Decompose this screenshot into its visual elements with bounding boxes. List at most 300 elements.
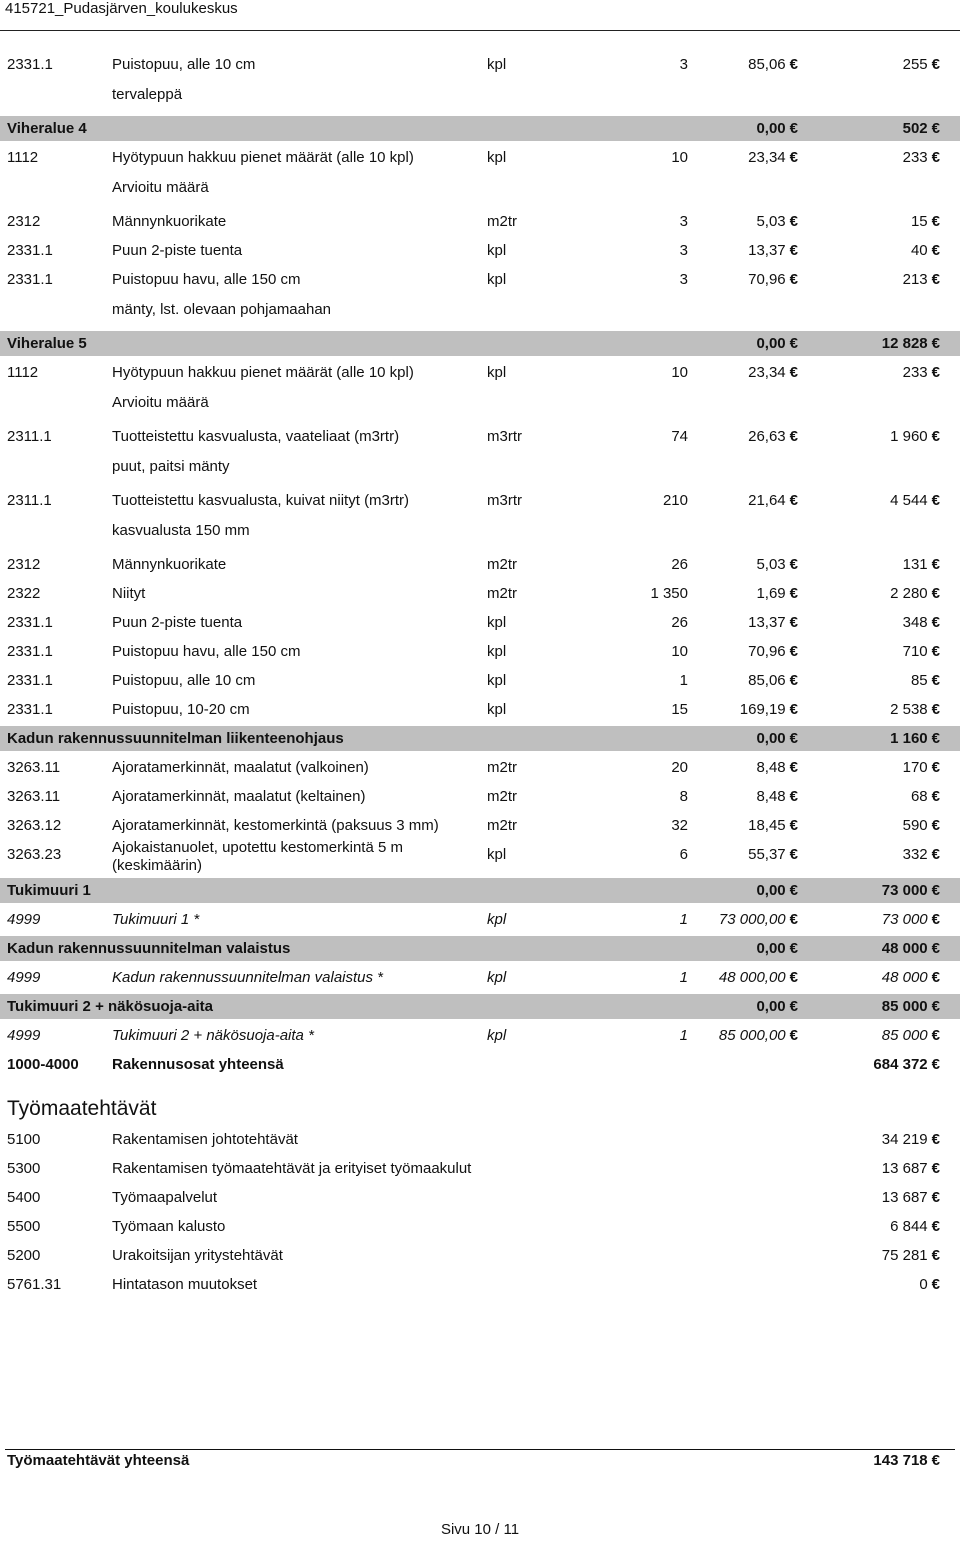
section-unit-price	[756, 998, 798, 1015]
item-unit: kpl	[487, 271, 507, 288]
euro-sign: €	[931, 643, 940, 660]
euro-sign: €	[931, 585, 940, 602]
table-row	[0, 358, 960, 422]
item-description: Tukimuuri 1 *	[112, 911, 200, 928]
item-total	[903, 817, 940, 834]
item-unit-price-value: 23,34	[748, 149, 786, 166]
item-total	[882, 911, 940, 928]
euro-sign: €	[931, 911, 940, 928]
item-unit: kpl	[487, 364, 507, 381]
euro-sign: €	[931, 1189, 940, 1206]
table-row	[0, 782, 960, 811]
item-unit: m2tr	[487, 788, 517, 805]
item-total-value: 233	[902, 364, 928, 381]
item-quantity: 1	[679, 1027, 688, 1044]
euro-sign: €	[931, 1056, 940, 1073]
item-code: 5400	[7, 1189, 41, 1206]
item-code: 1000-4000	[7, 1056, 79, 1073]
euro-sign: €	[931, 120, 940, 137]
item-total-value: 4 544	[890, 492, 928, 509]
item-description-line1: Ajokaistanuolet, upotettu kestomerkintä 5 m	[112, 839, 403, 856]
item-total	[882, 1131, 940, 1148]
section-title: Tukimuuri 1	[7, 882, 91, 899]
item-quantity: 10	[671, 364, 688, 381]
euro-sign: €	[789, 428, 798, 445]
item-total	[911, 242, 940, 259]
item-total	[903, 364, 940, 381]
euro-sign: €	[789, 120, 798, 137]
table-row	[0, 637, 960, 666]
item-unit: kpl	[487, 1027, 507, 1044]
item-description: Puistopuu, alle 10 cm	[112, 672, 256, 689]
item-unit-price-value: 85,06	[748, 672, 786, 689]
item-total	[890, 585, 940, 602]
item-total-value: 6 844	[890, 1218, 928, 1235]
section-unit-price	[756, 882, 798, 899]
item-total-value: 2 538	[890, 701, 928, 718]
item-code: 2331.1	[7, 643, 53, 660]
section-unit-price	[756, 940, 798, 957]
item-total-value: 0	[919, 1276, 928, 1293]
euro-sign: €	[789, 242, 798, 259]
item-unit-price-value: 5,03	[756, 556, 786, 573]
euro-sign: €	[931, 56, 940, 73]
item-unit-price	[748, 242, 798, 259]
item-code: 3263.12	[7, 817, 62, 834]
euro-sign: €	[931, 817, 940, 834]
item-total-value: 34 219	[881, 1131, 928, 1148]
item-total	[890, 428, 940, 445]
section-unit-price-value: 0,00	[756, 882, 786, 899]
item-code: 2322	[7, 585, 41, 602]
euro-sign: €	[789, 213, 798, 230]
euro-sign: €	[931, 556, 940, 573]
section-title: Kadun rakennussuunnitelman valaistus	[7, 940, 291, 957]
table-row	[0, 608, 960, 637]
euro-sign: €	[931, 428, 940, 445]
item-total-value: 131	[902, 556, 928, 573]
item-unit-price	[756, 213, 798, 230]
item-unit: m3rtr	[487, 428, 522, 445]
table-row	[0, 143, 960, 207]
item-unit: kpl	[487, 846, 507, 863]
euro-sign: €	[931, 701, 940, 718]
item-description: Puistopuu, alle 10 cm	[112, 56, 256, 73]
item-total	[903, 56, 940, 73]
euro-sign: €	[931, 492, 940, 509]
item-unit-price-value: 18,45	[748, 817, 786, 834]
section-total	[882, 940, 940, 957]
item-code: 2331.1	[7, 672, 53, 689]
item-description: Hyötypuun hakkuu pienet määrät (alle 10 kpl)	[112, 364, 414, 381]
item-unit-price	[719, 969, 798, 986]
item-description: Niityt	[112, 585, 146, 602]
item-unit: m2tr	[487, 759, 517, 776]
euro-sign: €	[931, 271, 940, 288]
item-code: 4999	[7, 1027, 41, 1044]
item-total	[882, 1189, 940, 1206]
section-total-value: 85 000	[881, 998, 928, 1015]
item-total	[882, 1160, 940, 1177]
section-unit-price	[756, 120, 798, 137]
item-code: 2331.1	[7, 701, 53, 718]
item-total	[911, 788, 940, 805]
item-code: 2331.1	[7, 56, 53, 73]
item-total	[890, 492, 940, 509]
item-quantity: 1 350	[650, 585, 688, 602]
item-unit-price	[748, 56, 798, 73]
item-unit: m2tr	[487, 817, 517, 834]
euro-sign: €	[789, 492, 798, 509]
item-unit-price	[748, 364, 798, 381]
item-unit-price-value: 8,48	[756, 759, 786, 776]
item-note: Arvioitu määrä	[112, 394, 209, 411]
item-total-value: 710	[902, 643, 928, 660]
euro-sign: €	[931, 730, 940, 747]
document-header	[5, 0, 238, 17]
euro-sign: €	[931, 759, 940, 776]
item-unit-price	[756, 788, 798, 805]
item-quantity: 3	[679, 213, 688, 230]
item-code: 2331.1	[7, 614, 53, 631]
item-code: 2312	[7, 556, 41, 573]
item-unit: kpl	[487, 643, 507, 660]
item-description: Tukimuuri 2 + näkösuoja-aita *	[112, 1027, 314, 1044]
item-unit-price	[756, 585, 798, 602]
item-unit: kpl	[487, 149, 507, 166]
item-unit-price-value: 70,96	[748, 271, 786, 288]
item-quantity: 15	[671, 701, 688, 718]
item-quantity: 3	[679, 242, 688, 259]
section-title: Viheralue 4	[7, 120, 87, 137]
item-description: Puistopuu havu, alle 150 cm	[112, 271, 301, 288]
table-row	[0, 753, 960, 782]
item-unit: kpl	[487, 614, 507, 631]
item-total-value: 170	[902, 759, 928, 776]
item-quantity: 210	[662, 492, 688, 509]
section-total	[882, 335, 940, 352]
table-row	[0, 666, 960, 695]
item-total-value: 213	[902, 271, 928, 288]
item-description: Puistopuu havu, alle 150 cm	[112, 643, 301, 660]
euro-sign: €	[931, 788, 940, 805]
euro-sign: €	[789, 730, 798, 747]
item-unit-price-value: 73 000,00	[718, 911, 786, 928]
table-row	[0, 963, 960, 992]
item-unit: m3rtr	[487, 492, 522, 509]
item-description: Ajoratamerkinnät, maalatut (keltainen)	[112, 788, 366, 805]
item-description: Männynkuorikate	[112, 213, 227, 230]
item-total-value: 15	[910, 213, 928, 230]
section-row	[0, 936, 960, 961]
item-quantity: 1	[679, 672, 688, 689]
item-quantity: 20	[671, 759, 688, 776]
table-row	[0, 905, 960, 934]
item-total	[903, 271, 940, 288]
section-unit-price-value: 0,00	[756, 730, 786, 747]
section-heading-text: Työmaatehtävät	[7, 1097, 157, 1120]
item-unit-price-value: 85 000,00	[718, 1027, 786, 1044]
section-unit-price-value: 0,00	[756, 998, 786, 1015]
euro-sign: €	[931, 1027, 940, 1044]
cost-table	[0, 50, 960, 1299]
item-total	[903, 149, 940, 166]
euro-sign: €	[931, 846, 940, 863]
item-quantity: 8	[679, 788, 688, 805]
table-row	[0, 486, 960, 550]
item-unit-price	[719, 911, 798, 928]
item-unit: m2tr	[487, 213, 517, 230]
euro-sign: €	[789, 940, 798, 957]
table-row	[0, 207, 960, 236]
item-quantity: 74	[671, 428, 688, 445]
header-divider	[0, 30, 960, 31]
item-description: Rakentamisen työmaatehtävät ja erityiset työmaakulut	[112, 1160, 472, 1177]
section-row	[0, 331, 960, 356]
item-unit: kpl	[487, 242, 507, 259]
euro-sign: €	[931, 1276, 940, 1293]
item-code: 1112	[7, 364, 39, 381]
section-title: Viheralue 5	[7, 335, 87, 352]
item-unit: kpl	[487, 911, 507, 928]
item-total	[873, 1056, 940, 1073]
item-code: 5500	[7, 1218, 41, 1235]
item-unit: kpl	[487, 56, 507, 73]
item-unit: kpl	[487, 672, 507, 689]
item-description	[112, 839, 403, 875]
item-unit-price-value: 85,06	[748, 56, 786, 73]
item-unit-price	[756, 759, 798, 776]
euro-sign: €	[789, 271, 798, 288]
euro-sign: €	[931, 940, 940, 957]
item-total-value: 75 281	[881, 1247, 928, 1264]
euro-sign: €	[789, 817, 798, 834]
item-quantity: 26	[671, 556, 688, 573]
item-unit-price	[748, 846, 798, 863]
item-code: 5100	[7, 1131, 41, 1148]
item-quantity: 32	[671, 817, 688, 834]
item-description: Tuotteistettu kasvualusta, vaateliaat (m3rtr)	[112, 428, 400, 445]
summary-total	[873, 1452, 940, 1469]
section-total	[890, 730, 940, 747]
section-total	[882, 882, 940, 899]
item-description: Työmaan kalusto	[112, 1218, 226, 1235]
item-unit-price	[748, 817, 798, 834]
item-description: Ajoratamerkinnät, maalatut (valkoinen)	[112, 759, 369, 776]
item-code: 4999	[7, 911, 41, 928]
item-total-value: 73 000	[881, 911, 928, 928]
section-row	[0, 726, 960, 751]
item-quantity: 3	[679, 271, 688, 288]
item-description: Urakoitsijan yritystehtävät	[112, 1247, 283, 1264]
euro-sign: €	[931, 882, 940, 899]
item-code: 2331.1	[7, 271, 53, 288]
euro-sign: €	[789, 56, 798, 73]
item-unit-price-value: 13,37	[748, 242, 786, 259]
section-total-value: 12 828	[881, 335, 928, 352]
table-row	[0, 579, 960, 608]
item-unit-price-value: 13,37	[748, 614, 786, 631]
item-unit-price-value: 48 000,00	[718, 969, 786, 986]
item-total	[882, 1027, 940, 1044]
cost-row	[0, 1241, 960, 1270]
item-total-value: 40	[910, 242, 928, 259]
item-note: tervaleppä	[112, 86, 183, 103]
cost-row	[0, 1183, 960, 1212]
section-total-value: 1 160	[890, 730, 928, 747]
euro-sign: €	[789, 672, 798, 689]
item-total	[903, 759, 940, 776]
item-note: Arvioitu määrä	[112, 179, 209, 196]
item-quantity: 10	[671, 149, 688, 166]
item-quantity: 6	[679, 846, 688, 863]
subtotal-row	[0, 1050, 960, 1079]
section-row	[0, 994, 960, 1019]
item-description: Puun 2-piste tuenta	[112, 242, 243, 259]
table-row	[0, 236, 960, 265]
euro-sign: €	[789, 759, 798, 776]
euro-sign: €	[789, 998, 798, 1015]
section-total-value: 502	[902, 120, 928, 137]
euro-sign: €	[789, 701, 798, 718]
section-unit-price-value: 0,00	[756, 335, 786, 352]
item-total	[903, 614, 940, 631]
euro-sign: €	[789, 911, 798, 928]
euro-sign: €	[931, 213, 940, 230]
euro-sign: €	[931, 1131, 940, 1148]
item-unit-price	[748, 428, 798, 445]
item-unit: m2tr	[487, 585, 517, 602]
item-total	[903, 846, 940, 863]
item-code: 5761.31	[7, 1276, 62, 1293]
section-row	[0, 116, 960, 141]
table-row	[0, 840, 960, 876]
euro-sign: €	[789, 335, 798, 352]
cost-row	[0, 1270, 960, 1299]
item-total-value: 68	[910, 788, 928, 805]
item-total-value: 348	[902, 614, 928, 631]
item-unit: m2tr	[487, 556, 517, 573]
section-unit-price-value: 0,00	[756, 940, 786, 957]
euro-sign: €	[931, 672, 940, 689]
cost-row	[0, 1212, 960, 1241]
item-unit-price	[740, 701, 798, 718]
euro-sign: €	[931, 998, 940, 1015]
item-quantity: 3	[679, 56, 688, 73]
item-unit-price-value: 21,64	[748, 492, 786, 509]
section-unit-price	[756, 730, 798, 747]
item-quantity: 26	[671, 614, 688, 631]
section-total-value: 48 000	[881, 940, 928, 957]
table-row	[0, 811, 960, 840]
section-title: Tukimuuri 2 + näkösuoja-aita	[7, 998, 214, 1015]
item-unit-price-value: 23,34	[748, 364, 786, 381]
item-total-value: 233	[902, 149, 928, 166]
table-row	[0, 50, 960, 114]
item-total	[882, 969, 940, 986]
table-row	[0, 695, 960, 724]
section-title: Kadun rakennussuunnitelman liikenteenohjaus	[7, 730, 344, 747]
item-description: Rakentamisen johtotehtävät	[112, 1131, 298, 1148]
item-unit: kpl	[487, 701, 507, 718]
euro-sign: €	[931, 149, 940, 166]
item-unit-price-value: 169,19	[739, 701, 786, 718]
section-row	[0, 878, 960, 903]
euro-sign: €	[789, 1027, 798, 1044]
item-total-value: 590	[902, 817, 928, 834]
item-code: 4999	[7, 969, 41, 986]
item-description: Tuotteistettu kasvualusta, kuivat niityt (m3rtr)	[112, 492, 410, 509]
item-description: Puun 2-piste tuenta	[112, 614, 243, 631]
euro-sign: €	[931, 1218, 940, 1235]
euro-sign: €	[931, 969, 940, 986]
item-unit-price-value: 70,96	[748, 643, 786, 660]
euro-sign: €	[789, 643, 798, 660]
section-unit-price	[756, 335, 798, 352]
page-footer	[0, 1521, 960, 1538]
item-description: Kadun rakennussuunnitelman valaistus *	[112, 969, 384, 986]
item-unit-price	[748, 271, 798, 288]
section-heading	[0, 1079, 960, 1125]
euro-sign: €	[931, 614, 940, 631]
item-total	[903, 643, 940, 660]
item-total-value: 48 000	[881, 969, 928, 986]
item-total-value: 255	[902, 56, 928, 73]
item-code: 2311.1	[7, 428, 52, 445]
item-unit-price	[748, 643, 798, 660]
item-total	[919, 1276, 940, 1293]
item-note: mänty, lst. olevaan pohjamaahan	[112, 301, 332, 318]
item-note: kasvualusta 150 mm	[112, 522, 250, 539]
table-row	[0, 550, 960, 579]
item-description: Ajoratamerkinnät, kestomerkintä (paksuus 3 mm)	[112, 817, 439, 834]
item-code: 2331.1	[7, 242, 53, 259]
euro-sign: €	[931, 1247, 940, 1264]
item-total-value: 13 687	[881, 1160, 928, 1177]
item-total	[890, 701, 940, 718]
item-quantity: 1	[679, 969, 688, 986]
cost-row	[0, 1154, 960, 1183]
item-description: Puistopuu, 10-20 cm	[112, 701, 250, 718]
euro-sign: €	[789, 788, 798, 805]
item-unit-price	[748, 492, 798, 509]
item-unit-price-value: 8,48	[756, 788, 786, 805]
summary-row	[0, 1446, 960, 1476]
item-total-value: 13 687	[881, 1189, 928, 1206]
summary-divider	[5, 1449, 955, 1450]
item-total-value: 2 280	[890, 585, 928, 602]
item-description: Hintatason muutokset	[112, 1276, 258, 1293]
item-total	[890, 1218, 940, 1235]
euro-sign: €	[789, 556, 798, 573]
section-total	[882, 998, 940, 1015]
item-unit-price	[719, 1027, 798, 1044]
item-description: Hyötypuun hakkuu pienet määrät (alle 10 kpl)	[112, 149, 414, 166]
item-total-value: 85	[910, 672, 928, 689]
item-quantity: 10	[671, 643, 688, 660]
euro-sign: €	[789, 614, 798, 631]
euro-sign: €	[931, 335, 940, 352]
section-unit-price-value: 0,00	[756, 120, 786, 137]
item-unit-price	[748, 672, 798, 689]
euro-sign: €	[789, 364, 798, 381]
item-total-value: 684 372	[873, 1056, 928, 1073]
euro-sign: €	[789, 149, 798, 166]
item-code: 3263.23	[7, 846, 62, 863]
euro-sign: €	[931, 242, 940, 259]
document-title: 415721_Pudasjärven_koulukeskus	[5, 0, 238, 17]
item-description: Männynkuorikate	[112, 556, 227, 573]
